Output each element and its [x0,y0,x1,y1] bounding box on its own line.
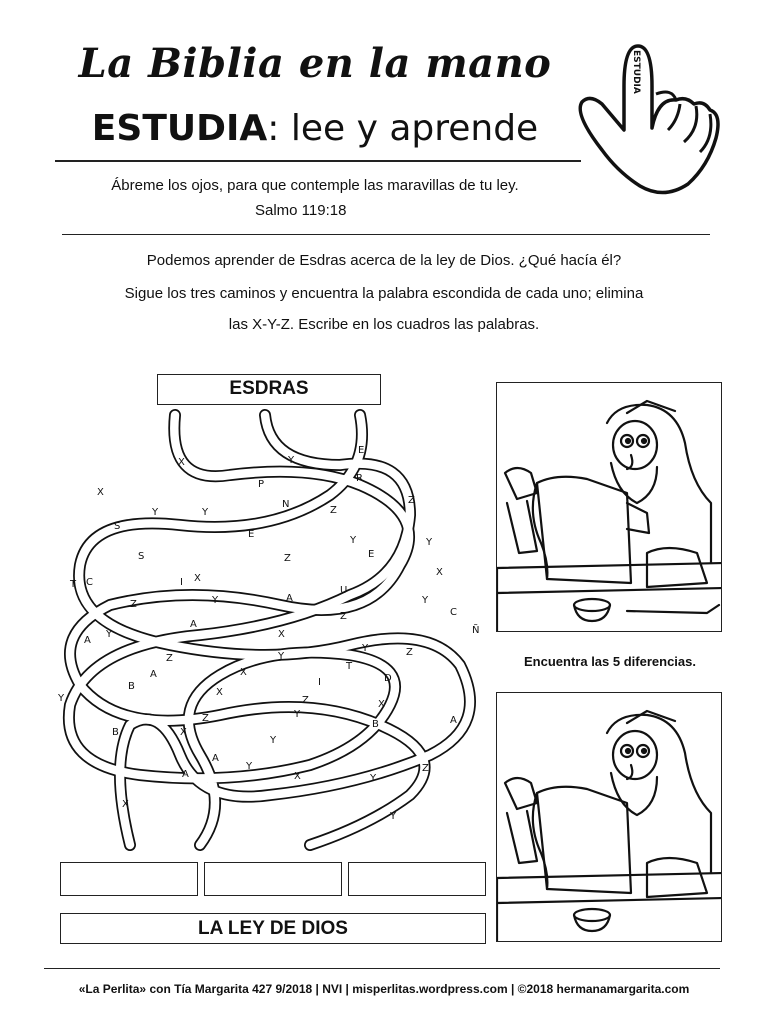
maze-letter: Z [406,647,413,658]
maze-letter: Y [422,595,429,606]
maze-letter: A [286,593,293,604]
maze-letter: Y [246,761,253,772]
maze-letter: X [378,699,385,710]
maze-end-label: LA LEY DE DIOS [60,913,486,944]
maze-letter: X [178,457,185,468]
maze-letter: Z [408,495,415,506]
instructions-line-3: las X-Y-Z. Escribe en los cuadros las palabras. [228,316,540,333]
maze-letter: X [436,567,443,578]
title-rule [55,160,581,162]
maze-letter: Y [426,537,433,548]
maze-letter: A [450,715,457,726]
maze-letter: Y [390,811,397,822]
subtitle-bold: ESTUDIA [91,108,268,149]
maze-letter: A [150,669,157,680]
maze-letter: Y [362,643,369,654]
instructions-line-1: Podemos aprender de Esdras acerca de la ley de Dios. ¿Qué hacía él? [146,252,622,269]
maze-letter: E [248,529,255,540]
maze-letter: X [122,799,129,810]
maze-letter: Y [58,693,65,704]
maze-letter: R [356,473,363,484]
maze-letter: S [138,551,145,562]
hand-label: ESTUDIA [631,50,641,94]
subtitle-rest: : lee y aprende [267,108,539,149]
maze-letter: C [450,607,457,618]
maze-letter: A [212,753,219,764]
maze-letter: E [358,445,365,456]
maze-letter: Z [130,599,137,610]
maze-letter: Z [202,713,209,724]
maze-letter: S [114,521,121,532]
maze-letter: Y [294,709,301,720]
maze-letter: X [278,629,285,640]
maze-letter: Y [202,507,209,518]
maze-letter: X [97,487,104,498]
verse-reference: Salmo 119:18 [255,202,347,219]
maze-letter: Y [106,629,113,640]
maze-letter: D [384,673,392,684]
maze-letter: A [190,619,197,630]
maze-letter: Z [302,695,309,706]
maze-letter: Y [370,773,377,784]
maze-letter: Z [330,505,337,516]
maze-letter: I [318,677,321,688]
maze-letter: A [84,635,91,646]
footer-text: «La Perlita» con Tía Margarita 427 9/2018 | NVI | misperlitas.wordpress.com | ©2018 hermanamargarita.com [78,982,690,996]
maze-letter: T [346,661,353,672]
maze-letter: A [182,769,189,780]
maze-letter: U [340,585,348,596]
maze-letter: Y [288,455,295,466]
maze-letter: T [70,579,77,590]
maze-letter: B [372,719,379,730]
differences-caption: Encuentra las 5 diferencias. [524,654,696,669]
maze-letter: Z [284,553,291,564]
page-subtitle [0,108,630,149]
maze-letter: Y [270,735,277,746]
maze-letter: Y [212,595,219,606]
footer-rule [44,968,720,969]
maze-letter: X [194,573,201,584]
answer-box-1[interactable] [60,862,198,896]
maze-letter: Ñ [472,625,480,636]
maze-letter: C [86,577,93,588]
maze [50,405,490,855]
maze-letter: Z [422,763,429,774]
maze-letter: Y [350,535,357,546]
verse-text: Ábreme los ojos, para que contemple las maravillas de tu ley. [111,177,519,194]
maze-letter: Y [152,507,159,518]
scribe-illustration-top [497,383,722,632]
maze-letter: X [294,771,301,782]
maze-letter: X [240,667,247,678]
answer-box-3[interactable] [348,862,486,896]
scribe-illustration-bottom [497,693,722,942]
maze-letter: P [258,479,265,490]
maze-letter: B [112,727,119,738]
difference-panel-top [496,382,722,632]
maze-letter: N [282,499,290,510]
maze-letter: E [368,549,375,560]
answer-box-2[interactable] [204,862,342,896]
maze-letter: B [128,681,135,692]
maze-letter: Z [166,653,173,664]
maze-letter: X [180,727,187,738]
maze-letter: Z [340,611,347,622]
instructions-line-2: Sigue los tres caminos y encuentra la palabra escondida de cada uno; elimina [124,285,644,302]
verse-rule [62,234,710,235]
maze-letter: I [180,577,183,588]
difference-panel-bottom [496,692,722,942]
maze-letter: Y [278,651,285,662]
maze-start-label: ESDRAS [157,374,381,405]
pointing-hand-icon [568,38,728,198]
maze-letter: X [216,687,223,698]
page-title: La Biblia en la mano [78,40,552,87]
